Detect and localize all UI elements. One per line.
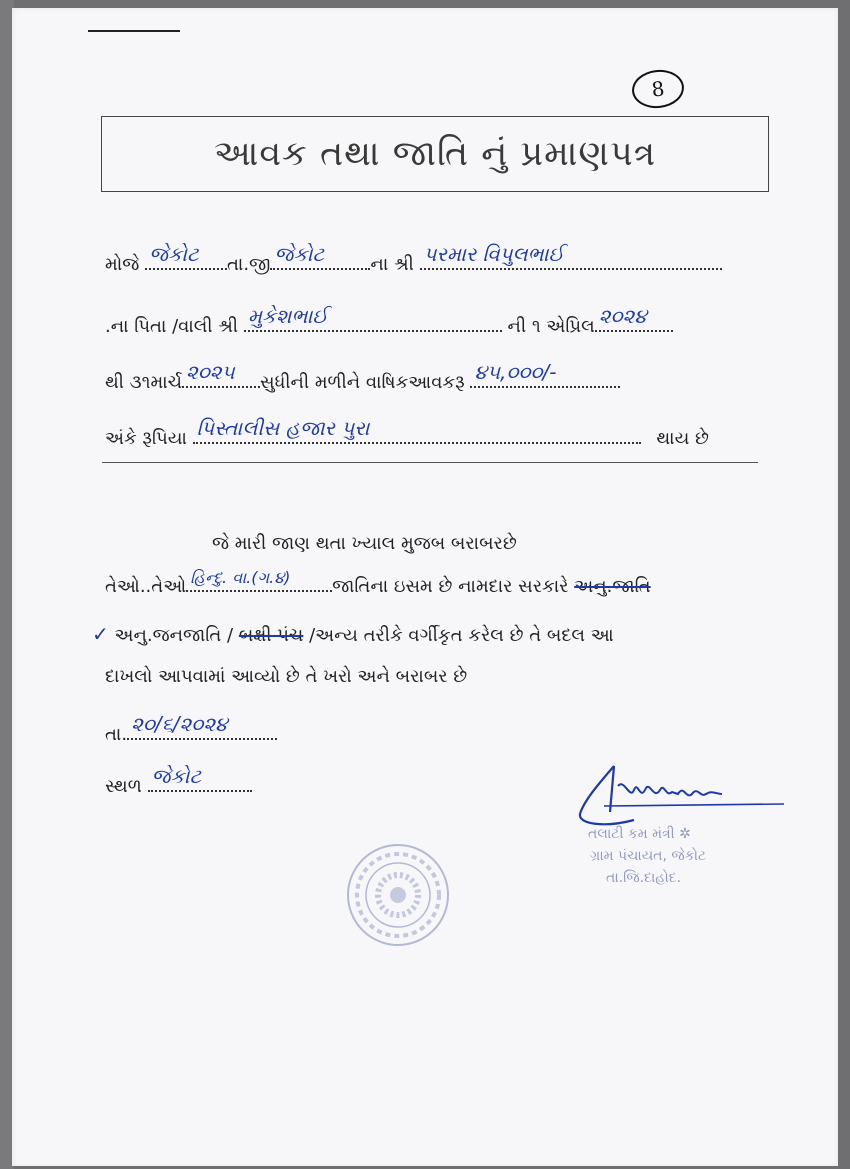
form-line-4 [105, 416, 709, 449]
date-label: તા. [105, 724, 128, 745]
place-value: જેકોટ [151, 764, 202, 788]
words-suffix: થાય છે [656, 428, 709, 449]
name-value: પરમાર વિપુલભાઈ [423, 242, 564, 266]
declaration-line-3 [92, 622, 614, 646]
place-line [105, 764, 252, 797]
declaration-line-4: દાખલો આપવામાં આવ્યો છે તે ખરો અને બરાબર છે [105, 666, 468, 687]
top-mark [88, 30, 180, 32]
place-field [148, 764, 252, 792]
taluka-value: જેકોટ [274, 242, 325, 266]
declaration-line-1: જે મારી જાણ થતા ખ્યાલ મુજબ બરાબરછે [212, 533, 517, 554]
stamp-line-1: તલાટી કમ મંત્રી ✲ [588, 826, 691, 842]
father-value: મુકેશભાઈ [247, 304, 328, 328]
date-value: ૨૦/૬/૨૦૨૪ [131, 712, 228, 736]
name-field [420, 242, 722, 270]
taluka-label: તા.જી [226, 254, 271, 275]
village-value: જેકોટ [148, 242, 199, 266]
from-year-field [595, 304, 673, 332]
page-number: 8 [650, 76, 666, 102]
declaration-line-2 [105, 568, 651, 597]
to-year-field [182, 360, 260, 388]
divider-line [102, 462, 758, 463]
stamp-designation: તલાટી કમ મંત્રી [588, 826, 675, 842]
st-option: અનુ.જનજાતિ / [114, 625, 234, 646]
village-label: મોજે [105, 254, 140, 275]
to-year-value: ૨૦૨૫ [186, 360, 235, 384]
name-label: ના શ્રી [370, 254, 414, 275]
form-line-1 [105, 242, 722, 275]
caste-text: જાતિના ઇસમ છે નામદાર સરકારે [332, 576, 569, 597]
income-value: ૪૫,૦૦૦/- [474, 360, 557, 384]
words-value: પિસ્તાલીસ હજાર પુરા [196, 416, 370, 440]
form-line-2 [105, 304, 673, 337]
income-label: સુધીની મળીને વાષિકઆવકરૂ [260, 372, 465, 393]
caste-value: હિન્દુ. વા.(ગ.૪) [190, 568, 291, 587]
they-label: તેઓ..તેઓ [105, 576, 187, 597]
struck-obc-option: બક્ષી પંચ [238, 625, 304, 646]
words-label: અંકે રૂપિયા [105, 428, 187, 449]
father-field [244, 304, 502, 332]
taluka-field [270, 242, 370, 270]
stamp-line-2: ગ્રામ પંચાયત, જેકોટ [590, 848, 707, 864]
place-label: સ્થળ [105, 776, 142, 797]
father-label: .ના પિતા /વાલી શ્રી [105, 316, 239, 337]
stamp-line-3: તા.જિ.દાહોદ. [606, 870, 682, 886]
signature [574, 760, 784, 832]
caste-field [186, 568, 332, 592]
title-box [101, 116, 769, 192]
from-label: ની ૧ એપ્રિલ [507, 316, 595, 337]
document-title: આવક તથા જાતિ નું પ્રમાણપત્ર [213, 134, 657, 174]
from-year-value: ૨૦૨૪ [598, 304, 647, 328]
panchayat-seal [345, 842, 451, 948]
form-line-3 [105, 360, 620, 393]
to-label: થી ૩૧માર્ચ [105, 372, 183, 393]
income-field [470, 360, 620, 388]
date-field [127, 712, 277, 740]
other-option-text: /અન્ય તરીકે વર્ગીકૃત કરેલ છે તે બદલ આ [309, 625, 614, 646]
words-field [193, 416, 641, 444]
village-field [145, 242, 227, 270]
check-mark: ✓ [92, 622, 109, 646]
date-line [105, 712, 277, 745]
struck-sc-option: અનુ.જાતિ [574, 576, 651, 597]
